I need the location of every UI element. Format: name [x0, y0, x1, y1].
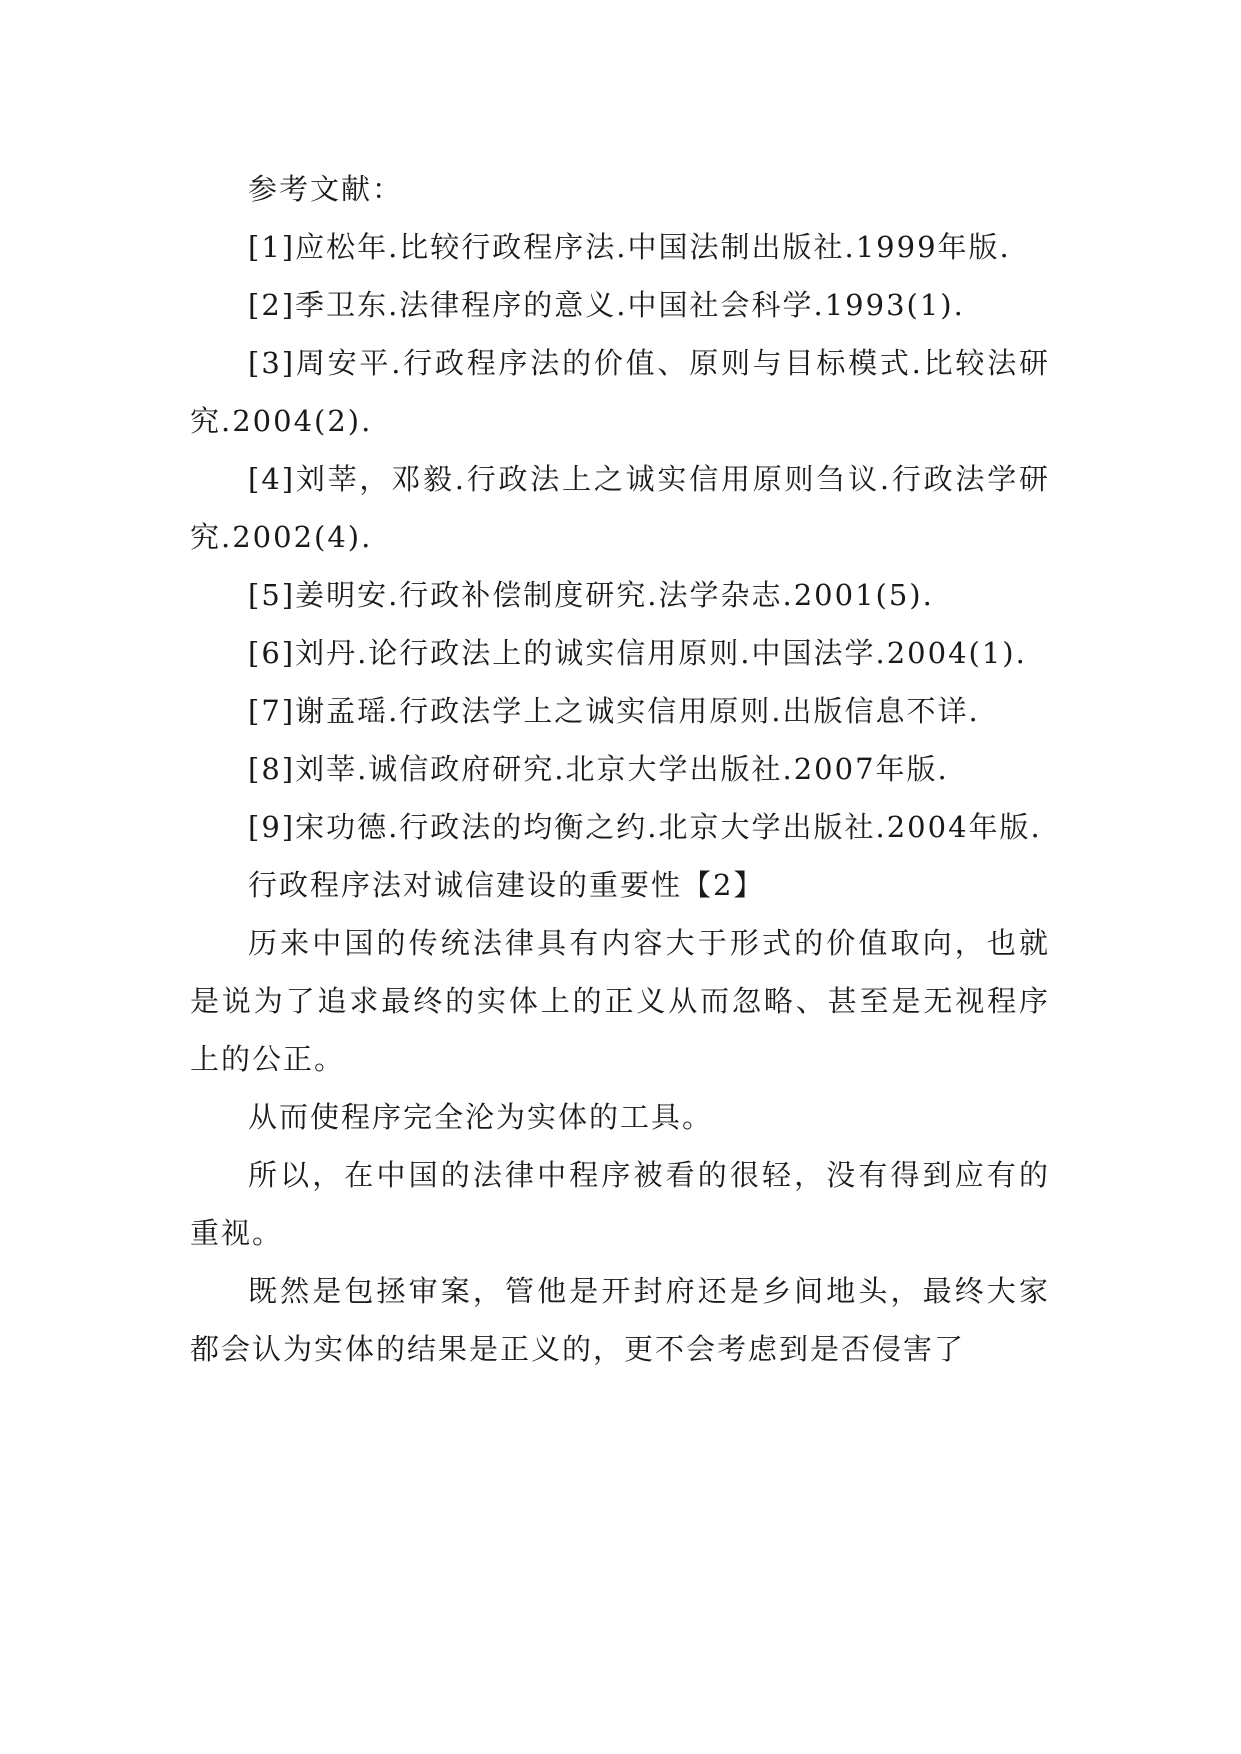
reference-item-6: [6]刘丹.论行政法上的诚实信用原则.中国法学.2004(1).: [248, 636, 1027, 670]
body-paragraph-2: 从而使程序完全沦为实体的工具。: [248, 1100, 714, 1134]
body-paragraph-3: 所以，在中国的法律中程序被看的很轻，没有得到应有的重视。: [190, 1158, 1050, 1250]
document-page: [190, 160, 1050, 1378]
reference-item-1: [1]应松年.比较行政程序法.中国法制出版社.1999年版.: [248, 230, 1011, 264]
body-paragraph-1: 历来中国的传统法律具有内容大于形式的价值取向，也就是说为了追求最终的实体上的正义从而忽略、甚至是无视程序上的公正。: [190, 926, 1050, 1076]
reference-item-7: [7]谢孟瑶.行政法学上之诚实信用原则.出版信息不详.: [248, 694, 980, 728]
body-paragraph-4: 既然是包拯审案，管他是开封府还是乡间地头，最终大家都会认为实体的结果是正义的，更不会考虑到是否侵害了: [190, 1274, 1050, 1366]
reference-item-4: [4]刘莘，邓毅.行政法上之诚实信用原则刍议.行政法学研究.2002(4).: [190, 462, 1050, 554]
reference-item-3: [3]周安平.行政程序法的价值、原则与目标模式.比较法研究.2004(2).: [190, 346, 1050, 438]
section-title: 行政程序法对诚信建设的重要性【2】: [248, 868, 765, 902]
reference-item-8: [8]刘莘.诚信政府研究.北京大学出版社.2007年版.: [248, 752, 949, 786]
reference-item-9: [9]宋功德.行政法的均衡之约.北京大学出版社.2004年版.: [248, 810, 1042, 844]
references-heading: 参考文献：: [248, 172, 404, 206]
reference-item-5: [5]姜明安.行政补偿制度研究.法学杂志.2001(5).: [248, 578, 934, 612]
reference-item-2: [2]季卫东.法律程序的意义.中国社会科学.1993(1).: [248, 288, 965, 322]
